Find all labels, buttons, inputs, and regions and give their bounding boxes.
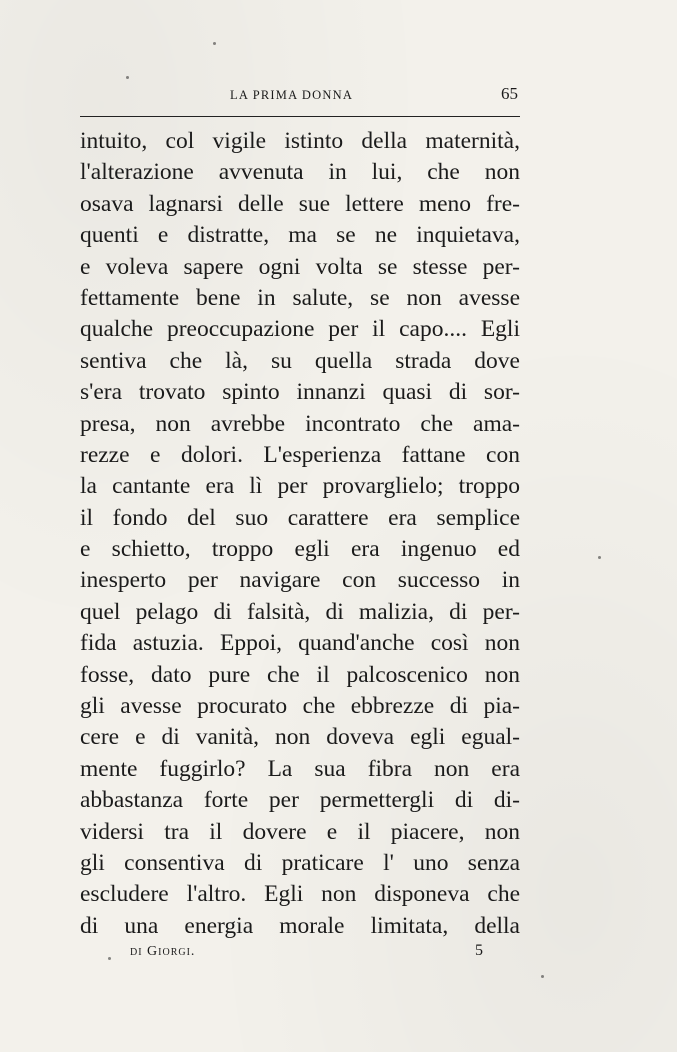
text-line: quel pelago di falsità, di malizia, di per-	[80, 598, 520, 625]
text-line: escludere l'altro. Egli non disponeva che	[80, 881, 520, 908]
text-line: rezze e dolori. L'esperienza fattane con	[80, 441, 520, 468]
paper-speck	[598, 556, 601, 559]
page-number: 65	[501, 84, 518, 103]
text-line: gli avesse procurato che ebbrezze di pia-	[80, 693, 520, 720]
running-title: LA PRIMA DONNA	[230, 88, 354, 102]
text-line: l'alterazione avvenuta in lui, che non	[80, 159, 520, 186]
body-text	[80, 126, 520, 942]
paper-speck	[213, 42, 216, 45]
running-head	[80, 84, 520, 108]
text-line: fettamente bene in salute, se non avesse	[80, 284, 520, 311]
text-line: sentiva che là, su quella strada dove	[80, 347, 520, 374]
text-line: inesperto per navigare con successo in	[80, 567, 520, 594]
text-line: abbastanza forte per permettergli di di-	[80, 787, 520, 814]
text-line: gli consentiva di praticare l' uno senza	[80, 849, 520, 876]
page-footer	[80, 942, 520, 966]
text-line: qualche preoccupazione per il capo.... Egli	[80, 316, 520, 343]
text-line: fida astuzia. Eppoi, quand'anche così non	[80, 630, 520, 657]
text-line: s'era trovato spinto innanzi quasi di sor-	[80, 379, 520, 406]
text-line: osava lagnarsi delle sue lettere meno fre-	[80, 190, 520, 217]
text-line: e voleva sapere ogni volta se stesse per-	[80, 253, 520, 280]
text-line: vidersi tra il dovere e il piacere, non	[80, 818, 520, 845]
text-line: il fondo del suo carattere era semplice	[80, 504, 520, 531]
text-line: fosse, dato pure che il palcoscenico non	[80, 661, 520, 688]
text-line: cere e di vanità, non doveva egli egual-	[80, 724, 520, 751]
paper-speck	[108, 957, 111, 960]
text-line: e schietto, troppo egli era ingenuo ed	[80, 536, 520, 563]
paper-speck	[541, 975, 544, 978]
paper-speck	[126, 76, 129, 79]
sheet-number: 5	[475, 942, 483, 959]
text-line: di una energia morale limitata, della	[80, 912, 520, 939]
header-rule	[80, 116, 520, 117]
text-line: quenti e distratte, ma se ne inquietava,	[80, 222, 520, 249]
signature-mark: di Giorgi.	[130, 944, 196, 959]
text-line: presa, non avrebbe incontrato che ama-	[80, 410, 520, 437]
text-line: la cantante era lì per provarglielo; troppo	[80, 473, 520, 500]
text-line: intuito, col vigile istinto della maternità,	[80, 128, 520, 154]
text-line: mente fuggirlo? La sua fibra non era	[80, 755, 520, 782]
